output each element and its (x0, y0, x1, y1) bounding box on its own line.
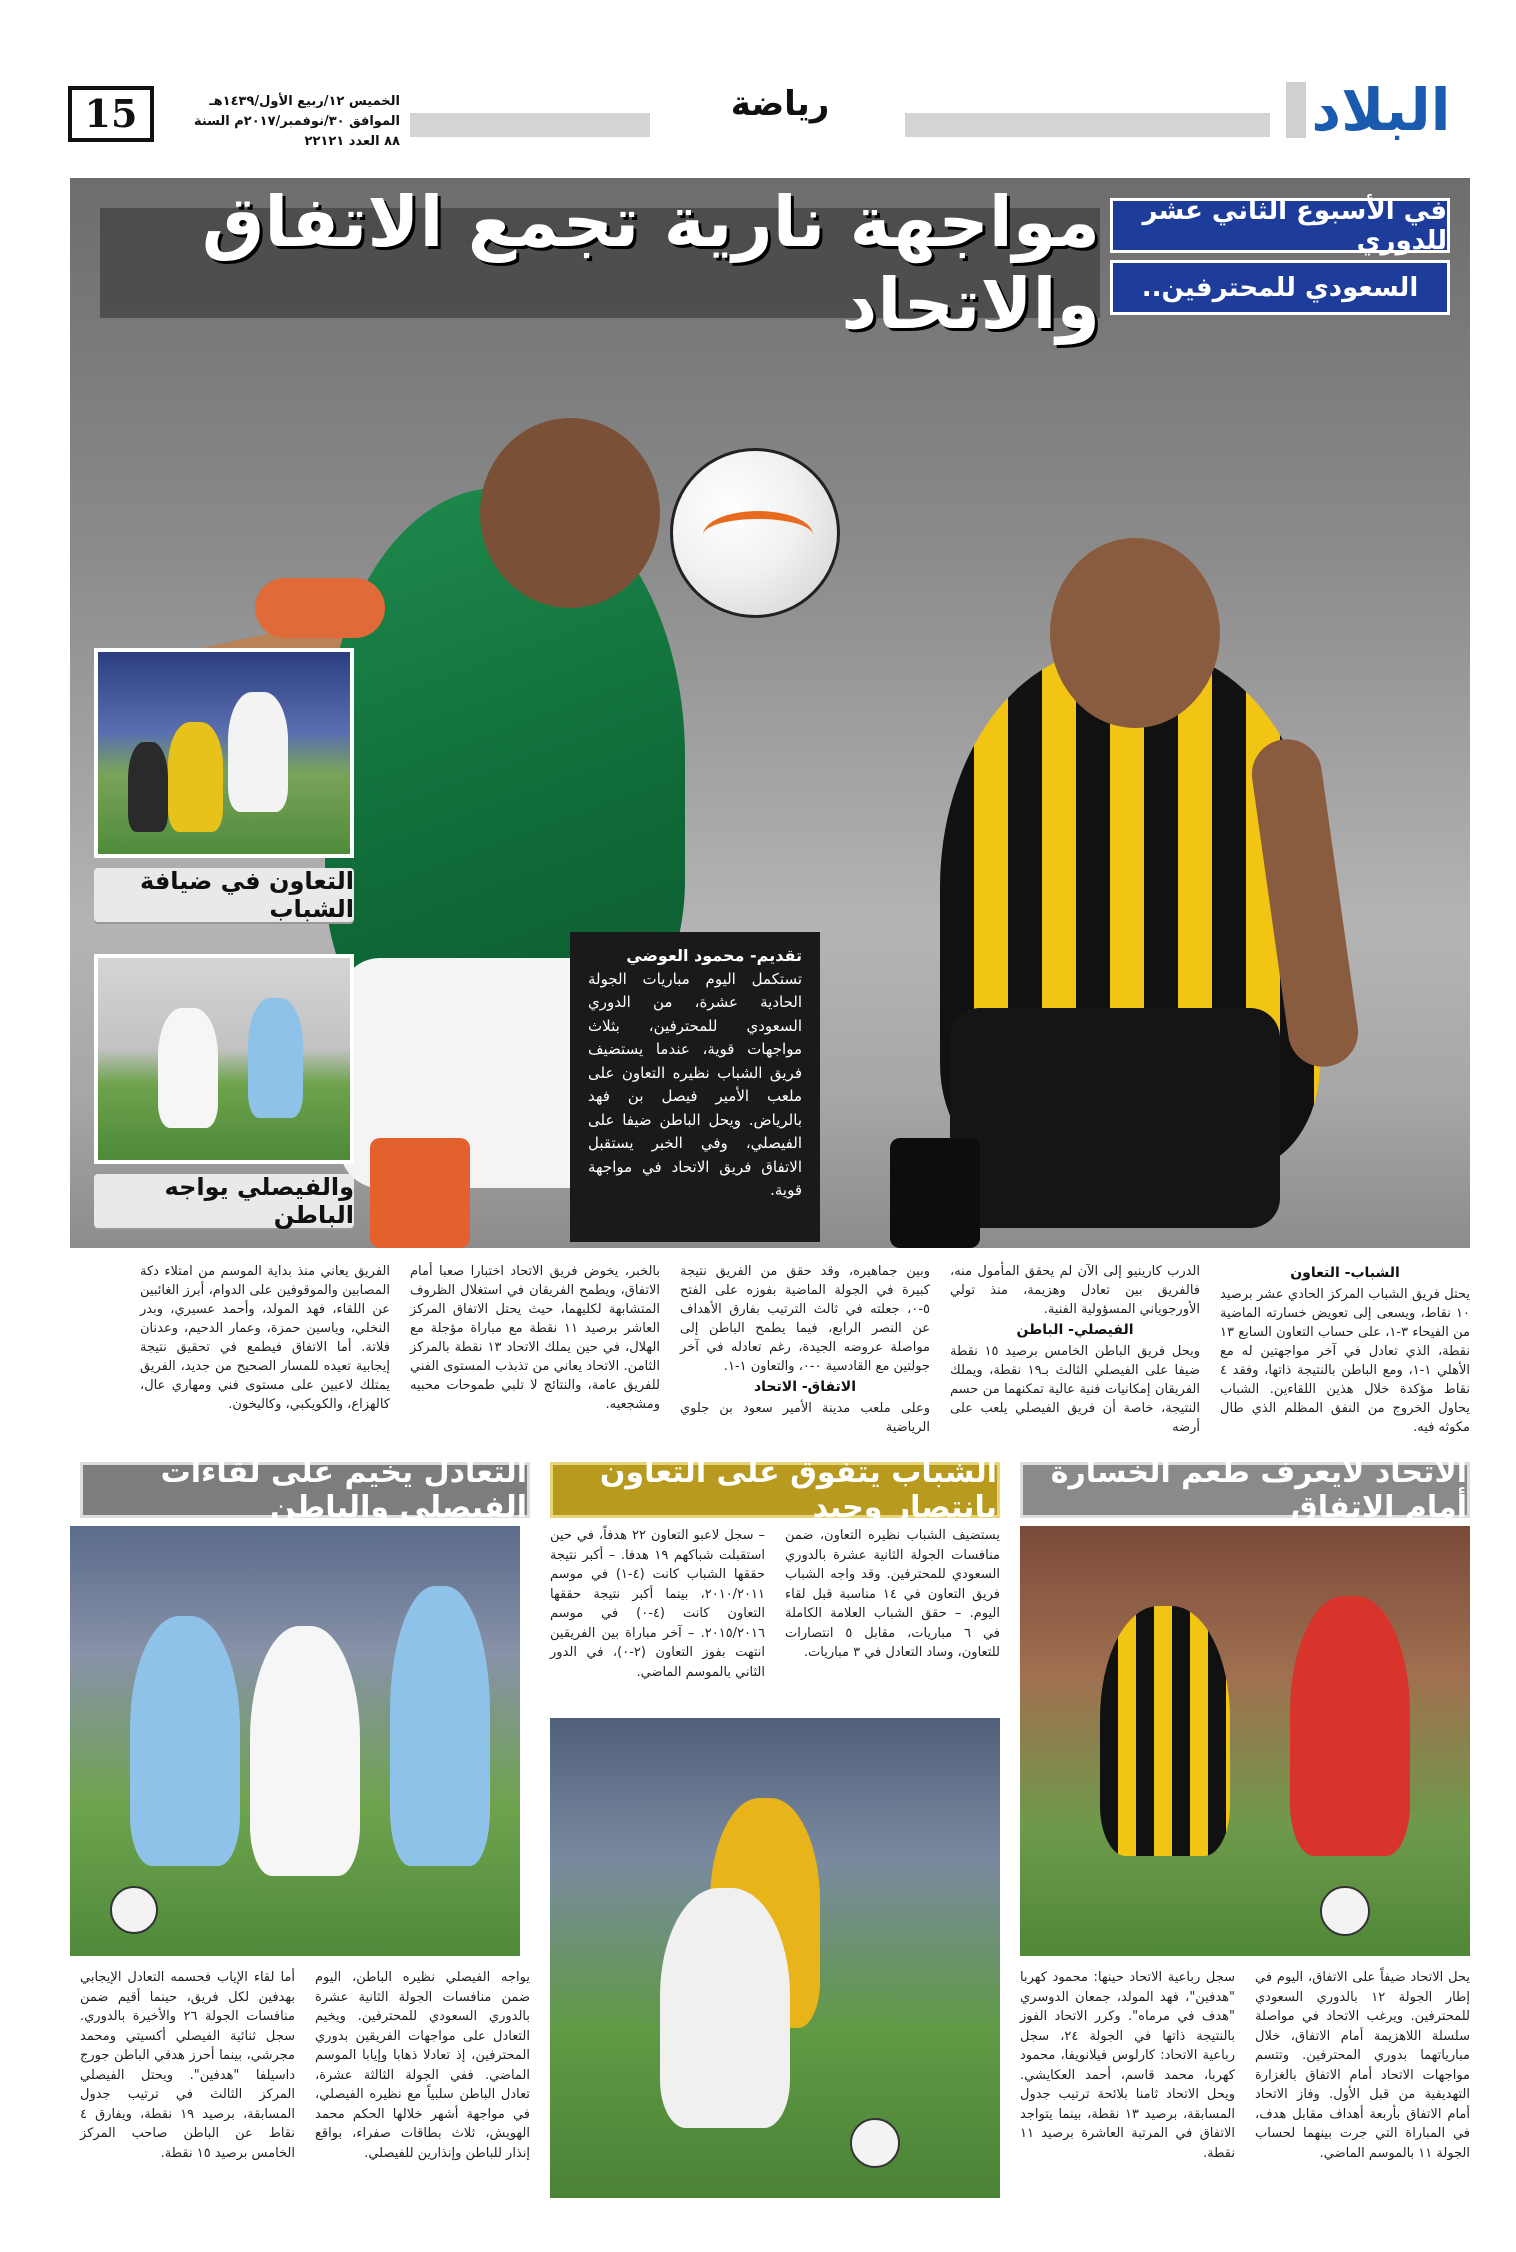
subhead-faisaly-batin: الفيصلي- الباطن (1016, 1322, 1134, 1338)
story-photo-faisaly (70, 1526, 520, 1956)
football (670, 448, 840, 618)
article-column-1 (1220, 1262, 1470, 1442)
player-ettifaq-head (480, 418, 660, 608)
column-text: بالخبر، يخوض فريق الاتحاد اختبارا صعبا أمام الاتفاق، ويطمح الفريقان في استغلال الظروف المتشابهة لكليهما، حيث يحتل الاتفاق المركز العاشر برصيد ١١ نقطة مع مباراة مؤجلة مع الهلال، في حين يملك الاتحاد ١٣ نقطة بالمركز الثامن. الاتحاد يعاني من تذبذب المستوى الفني للفريق عامة، والنتائج لا تلبي طموحات محبيه ومشجعيه. (410, 1264, 661, 1412)
intro-text: تستكمل اليوم مباريات الجولة الحادية عشرة، من الدوري السعودي للمحترفين، بثلاث مواجهات قوية، عندما يستضيف فريق الشباب نظيره التعاون على ملعب الأمير فيصل بن فهد بالرياض. ويحل الباطن ضيفا على الفيصلي، وفي الخبر يستقبل الاتفاق فريق الاتحاد في مواجهة قوية. (588, 969, 802, 1199)
subhead-shabab-taawoun: الشباب- التعاون (1290, 1265, 1400, 1281)
header-rule-left (410, 113, 650, 137)
article-column-4 (410, 1262, 660, 1442)
masthead-logo: البلاد (1306, 70, 1456, 150)
intro-box (570, 932, 820, 1242)
story-ittihad-text-left: سجل رباعية الاتحاد حينها: محمود كهربا "هدفين"، فهد المولد، جمعان الدوسري "هدف في مرماه". وكرر الاتحاد الفوز بالنتيجة ذاتها في الجولة ٢٤، سجل رباعية الاتحاد: كارلوس فيلانويفا، محمود كهربا، محمد قاسم، أحمد العكايشي. ويحل الاتحاد ثامنا بلائحة ترتيب جدول المسابقة، برصيد ١٣ نقطة، بينما يتواجد الاتفاق في المرتبة العاشرة برصيد ١١ نقطة. (1020, 1970, 1235, 2161)
story-photo-shabab (550, 1718, 1000, 2198)
date-line: الخميس ١٢/ربيع الأول/١٤٣٩هـ الموافق ٣٠/نوفمبر/٢٠١٧م السنة ٨٨ العدد ٢٢١٢١ (193, 94, 400, 149)
kicker-line-2: السعودي للمحترفين.. (1110, 260, 1450, 315)
page-header (0, 0, 1516, 170)
player-ittihad-sock (890, 1138, 980, 1248)
article-column-5 (140, 1262, 390, 1442)
story-ittihad-text-right: يحل الاتحاد ضيفاً على الاتفاق، اليوم في إطار الجولة ١٢ بالدوري السعودي للمحترفين. ويرغب الاتحاد في مواصلة سلسلة اللاهزيمة أمام الاتفاق، خلال مبارياتهما بدوري المحترفين. وتتسم مواجهات الاتحاد أمام الاتفاق بالغزارة التهديفية من قبل الأول. وفاز الاتحاد أمام الاتفاق بأربعة أهداف مقابل هدف، في المباراة التي جرت بينهما لحساب الجولة ١١ بالموسم الماضي. (1255, 1970, 1470, 2161)
player-ittihad-head (1050, 538, 1220, 728)
story-shabab-text-right: يستضيف الشباب نظيره التعاون، ضمن منافسات الجولة الثانية عشرة بالدوري السعودي للمحترفين. وقد واجه الشباب فريق التعاون في ١٤ مناسبة قبل لقاء اليوم. – حقق الشباب العلامة الكاملة في ٦ مباريات، مقابل ٥ انتصارات للتعاون، وساد التعادل في ٣ مباريات. (785, 1528, 1000, 1660)
story-faisaly-text-left: أما لقاء الإياب فحسمه التعادل الإيجابي بهدفين لكل فريق، حينما أقيم ضمن منافسات الجولة ٢٦ والأخيرة بالدوري. سجل ثنائية الفيصلي أكسيتي ومحمد مجرشي، بينما أحرز هدفي الباطن جورج داسيلفا "هدفين". ويحتل الفيصلي المركز الثالث في ترتيب جدول المسابقة، برصيد ١٩ نقطة، ويفارق ٤ نقاط عن الباطن صاحب المركز الخامس برصيد ١٥ نقطة. (80, 1970, 295, 2161)
column-text: الفريق يعاني منذ بداية الموسم من امتلاء دكة المصابين والموقوفين على الدوام، أبرز الغائبين عن اللقاء، فهد المولد، وأحمد عسيري، وبدر النخلي، وياسين حمزة، وعمار الدحيم، وعدنان فلاتة. أما الاتفاق فيطمع في تحقيق نتيجة إيجابية تعيده للمسار الصحيح من جديد، الفريق يمتلك لاعبين على مستوى فني ومهاري عال، كالهزاع، والكويكبي، وكاليخون. (140, 1264, 390, 1412)
inset-photo-shabab (94, 648, 354, 858)
story-title-ittihad: الاتحاد لايعرف طعم الخسارة أمام الاتفاق (1020, 1462, 1470, 1518)
player-ittihad-shorts (950, 1008, 1280, 1228)
story-title-faisaly: التعادل يخيم على لقاءات الفيصلي والباطن (80, 1462, 530, 1518)
column-text: يحتل فريق الشباب المركز الحادي عشر برصيد ١٠ نقاط، ويسعى إلى تعويض خسارته الماضية من الفيحاء ٣-١، على حساب التعاون السابع ١٣ نقطة، الذي تعادل في آخر مواجهتين له مع الأهلي ١-١، ومع الباطن بالنتيجة ذاتها، وفقد ٤ نقاط مؤكدة خلال هذين اللقاءين. الشباب يحاول الخروج من النفق المظلم الذي طال مكوثه فيه. (1220, 1287, 1470, 1435)
subhead-ettifaq-ittihad: الاتفاق- الاتحاد (753, 1379, 857, 1395)
inset-photo-faisaly (94, 954, 354, 1164)
story-photo-ittihad (1020, 1526, 1470, 1956)
kicker-line-1: في الأسبوع الثاني عشر للدوري (1110, 198, 1450, 253)
hero-photo (70, 178, 1470, 1248)
page-number: 15 (68, 86, 154, 142)
column-text: وعلى ملعب مدينة الأمير سعود بن جلوي الرياضية (680, 1401, 930, 1435)
column-text: وبين جماهيره، وقد حقق من الفريق نتيجة كبيرة في الجولة الماضية بفوزه على الفتح ٥-٠، جعلته في ثالث الترتيب بفارق الأهداف عن النصر الرابع، فيما يطمح الباطن إلى مواصلة عروضه الجيدة، رغم تعادله في آخر جولتين مع القادسية ٠-٠، والتعاون ١-١. (680, 1264, 930, 1374)
story-faisaly-text-right: يواجه الفيصلي نظيره الباطن، اليوم ضمن منافسات الجولة الثانية عشرة بالدوري السعودي للمحترفين. ويخيم التعادل على مواجهات الفريقين بدوري المحترفين، إذ تعادلا ذهابا وإيابا الموسم الماضي. ففي الجولة الثالثة عشرة، تعادل الباطن سلبياً مع نظيره الفيصلي، في مواجهة أشهر خلالها الحكم محمد الهويش، ثلاث بطاقات صفراء، بواقع إنذار للباطن وإنذارين للفيصلي. (315, 1970, 530, 2161)
section-title: رياضة (730, 84, 830, 124)
inset-caption-shabab: التعاون في ضيافة الشباب (94, 868, 354, 922)
column-text: الدرب كارينيو إلى الآن لم يحقق المأمول منه، فالفريق بين تعادل وهزيمة، منذ تولي الأورجوياني المسؤولية الفنية. (950, 1264, 1200, 1317)
main-headline: مواجهة نارية تجمع الاتفاق والاتحاد (100, 208, 1100, 318)
article-column-3 (680, 1262, 930, 1442)
inset-caption-faisaly: والفيصلي يواجه الباطن (94, 1174, 354, 1228)
column-text: ويحل فريق الباطن الخامس برصيد ١٥ نقطة ضيفا على الفيصلي الثالث بـ١٩ نقطة، ويملك الفريقان إمكانيات فنية عالية تمكنهما من حسم النتيجة، خاصة أن فريق الفيصلي يلعب على أرضه (950, 1344, 1200, 1435)
story-title-shabab: الشباب يتفوق على التعاون بانتصار وحيد (550, 1462, 1000, 1518)
story-shabab-text-left: – سجل لاعبو التعاون ٢٢ هدفاً، في حين استقبلت شباكهم ١٩ هدفا. – أكبر نتيجة حققها الشباب كانت (٤-١) في موسم ٢٠١٠/٢٠١١، بينما أكبر نتيجة حققها التعاون كانت (٤-٠) في موسم ٢٠١٥/٢٠١٦. – آخر مباراة بين الفريقين انتهت بفوز التعاون (٢-٠)، في الدور الثاني بالموسم الماضي. (550, 1528, 765, 1680)
player-ettifaq-sock (370, 1138, 470, 1248)
article-column-2 (950, 1262, 1200, 1442)
intro-byline: تقديم- محمود العوضي (626, 946, 802, 965)
header-rule-right (905, 113, 1270, 137)
